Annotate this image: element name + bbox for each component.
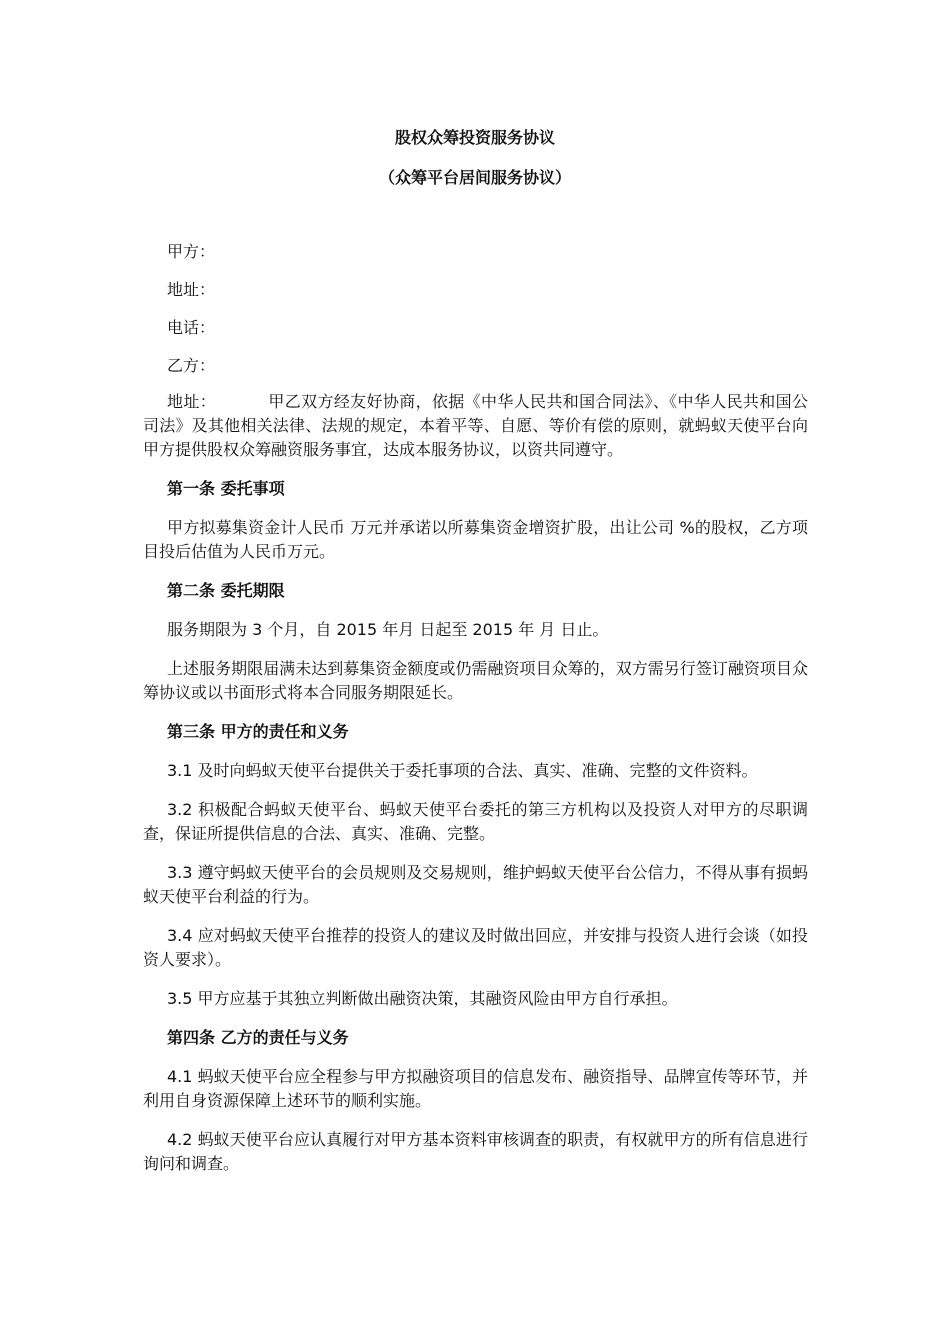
- phone-a-field: 电话：: [167, 318, 216, 337]
- clause-4-1: 4.1 蚂蚁天使平台应全程参与甲方拟融资项目的信息发布、融资指导、品牌宣传等环节，并利用自身资源保障上述环节的顺利实施。: [143, 1067, 808, 1110]
- section-2-paragraph-1: 服务期限为 3 个月，自 2015 年月 日起至 2015 年 月 日止。: [167, 620, 609, 639]
- section-3-heading: 第三条 甲方的责任和义务: [167, 722, 349, 741]
- document-title: 股权众筹投资服务协议: [394, 128, 555, 147]
- address-b-field: 地址：: [167, 392, 217, 411]
- clause-3-3: 3.3 遵守蚂蚁天使平台的会员规则及交易规则，维护蚂蚁天使平台公信力，不得从事有损蚂蚁天使平台利益的行为。: [143, 863, 808, 906]
- clause-3-1: 3.1 及时向蚂蚁天使平台提供关于委托事项的合法、真实、准确、完整的文件资料。: [167, 761, 758, 780]
- section-2-heading: 第二条 委托期限: [167, 581, 285, 600]
- document-subtitle: （众筹平台居间服务协议）: [378, 168, 571, 187]
- party-b-field: 乙方：: [167, 356, 216, 375]
- document-body: [143, 240, 808, 1191]
- clause-4-2: 4.2 蚂蚁天使平台应认真履行对甲方基本资料审核调查的职责，有权就甲方的所有信息进行询问和调查。: [143, 1130, 808, 1173]
- party-a-field: 甲方：: [167, 242, 216, 261]
- section-4-heading: 第四条 乙方的责任与义务: [167, 1028, 349, 1047]
- address-a-field: 地址：: [167, 280, 216, 299]
- clause-3-2: 3.2 积极配合蚂蚁天使平台、蚂蚁天使平台委托的第三方机构以及投资人对甲方的尽职调查，保证所提供信息的合法、真实、准确、完整。: [143, 800, 808, 843]
- section-2-paragraph-2: 上述服务期限届满未达到募集资金额度或仍需融资项目众筹的，双方需另行签订融资项目众筹协议或以书面形式将本合同服务期限延长。: [143, 659, 808, 702]
- clause-3-5: 3.5 甲方应基于其独立判断做出融资决策，其融资风险由甲方自行承担。: [167, 989, 678, 1008]
- intro-paragraph: [143, 390, 808, 462]
- section-1-paragraph: 甲方拟募集资金计人民币 万元并承诺以所募集资金增资扩股，出让公司 %的股权，乙方项目投后估值为人民币万元。: [143, 518, 808, 561]
- section-1-heading: 第一条 委托事项: [167, 479, 285, 498]
- clause-3-4: 3.4 应对蚂蚁天使平台推荐的投资人的建议及时做出回应，并安排与投资人进行会谈（如投资人要求）。: [143, 926, 808, 969]
- intro-text: 甲乙双方经友好协商，依据《中华人民共和国合同法》、《中华人民共和国公司法》及其他相关法律、法规的规定，本着平等、自愿、等价有偿的原则，就蚂蚁天使平台向甲方提供股权众筹融资服务事宜，达成本服务协议，以资共同遵守。: [143, 392, 808, 459]
